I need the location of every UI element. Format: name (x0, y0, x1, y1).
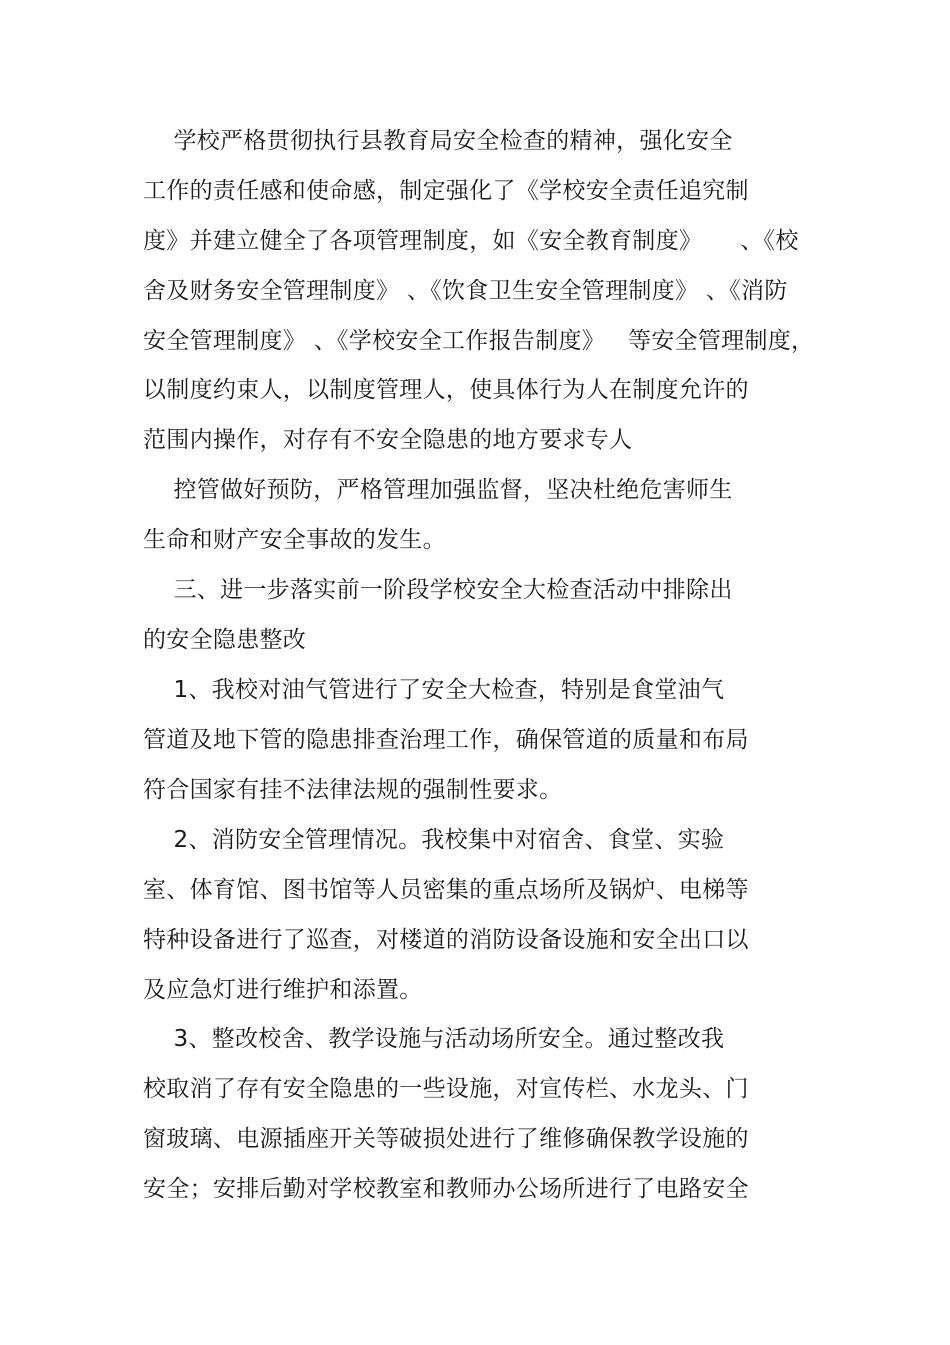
text-line: 度》并建立健全了各项管理制度，如《安全教育制度》 、《校 (143, 228, 799, 254)
text-line: 安全；安排后勤对学校教室和教师办公场所进行了电路安全 (143, 1176, 749, 1202)
text-line: 安全管理制度》 、《学校安全工作报告制度》 等安全管理制度， (143, 328, 815, 354)
text-line: 范围内操作，对存有不安全隐患的地方要求专人 (143, 427, 633, 453)
text-line: 3、整改校舍、教学设施与活动场所安全。通过整改我 (143, 1026, 725, 1052)
text-line: 控管做好预防，严格管理加强监督，坚决杜绝危害师生 (143, 477, 733, 503)
text-line: 的安全隐患整改 (143, 627, 307, 653)
text-line: 学校严格贯彻执行县教育局安全检查的精神，强化安全 (143, 128, 733, 154)
text-line: 符合国家有挂不法律法规的强制性要求。 (143, 777, 563, 803)
text-line: 以制度约束人，以制度管理人，使具体行为人在制度允许的 (143, 377, 749, 403)
text-line: 工作的责任感和使命感，制定强化了《学校安全责任追究制 (143, 178, 749, 204)
text-line: 1、我校对油气管进行了安全大检查，特别是食堂油气 (143, 677, 725, 703)
text-line: 生命和财产安全事故的发生。 (143, 527, 446, 553)
text-line: 室、体育馆、图书馆等人员密集的重点场所及锅炉、电梯等 (143, 877, 749, 903)
text-line: 2、消防安全管理情况。我校集中对宿舍、食堂、实验 (143, 827, 725, 853)
text-line: 及应急灯进行维护和添置。 (143, 977, 423, 1003)
text-line: 校取消了存有安全隐患的一些设施，对宣传栏、水龙头、门 (143, 1076, 749, 1102)
text-line: 管道及地下管的隐患排查治理工作，确保管道的质量和布局 (143, 727, 749, 753)
text-line: 特种设备进行了巡查，对楼道的消防设备设施和安全出口以 (143, 927, 749, 953)
text-line: 舍及财务安全管理制度》 、《饮食卫生安全管理制度》 、《消防 (143, 278, 788, 304)
text-line: 窗玻璃、电源插座开关等破损处进行了维修确保教学设施的 (143, 1126, 749, 1152)
text-line: 三、进一步落实前一阶段学校安全大检查活动中排除出 (143, 577, 733, 603)
